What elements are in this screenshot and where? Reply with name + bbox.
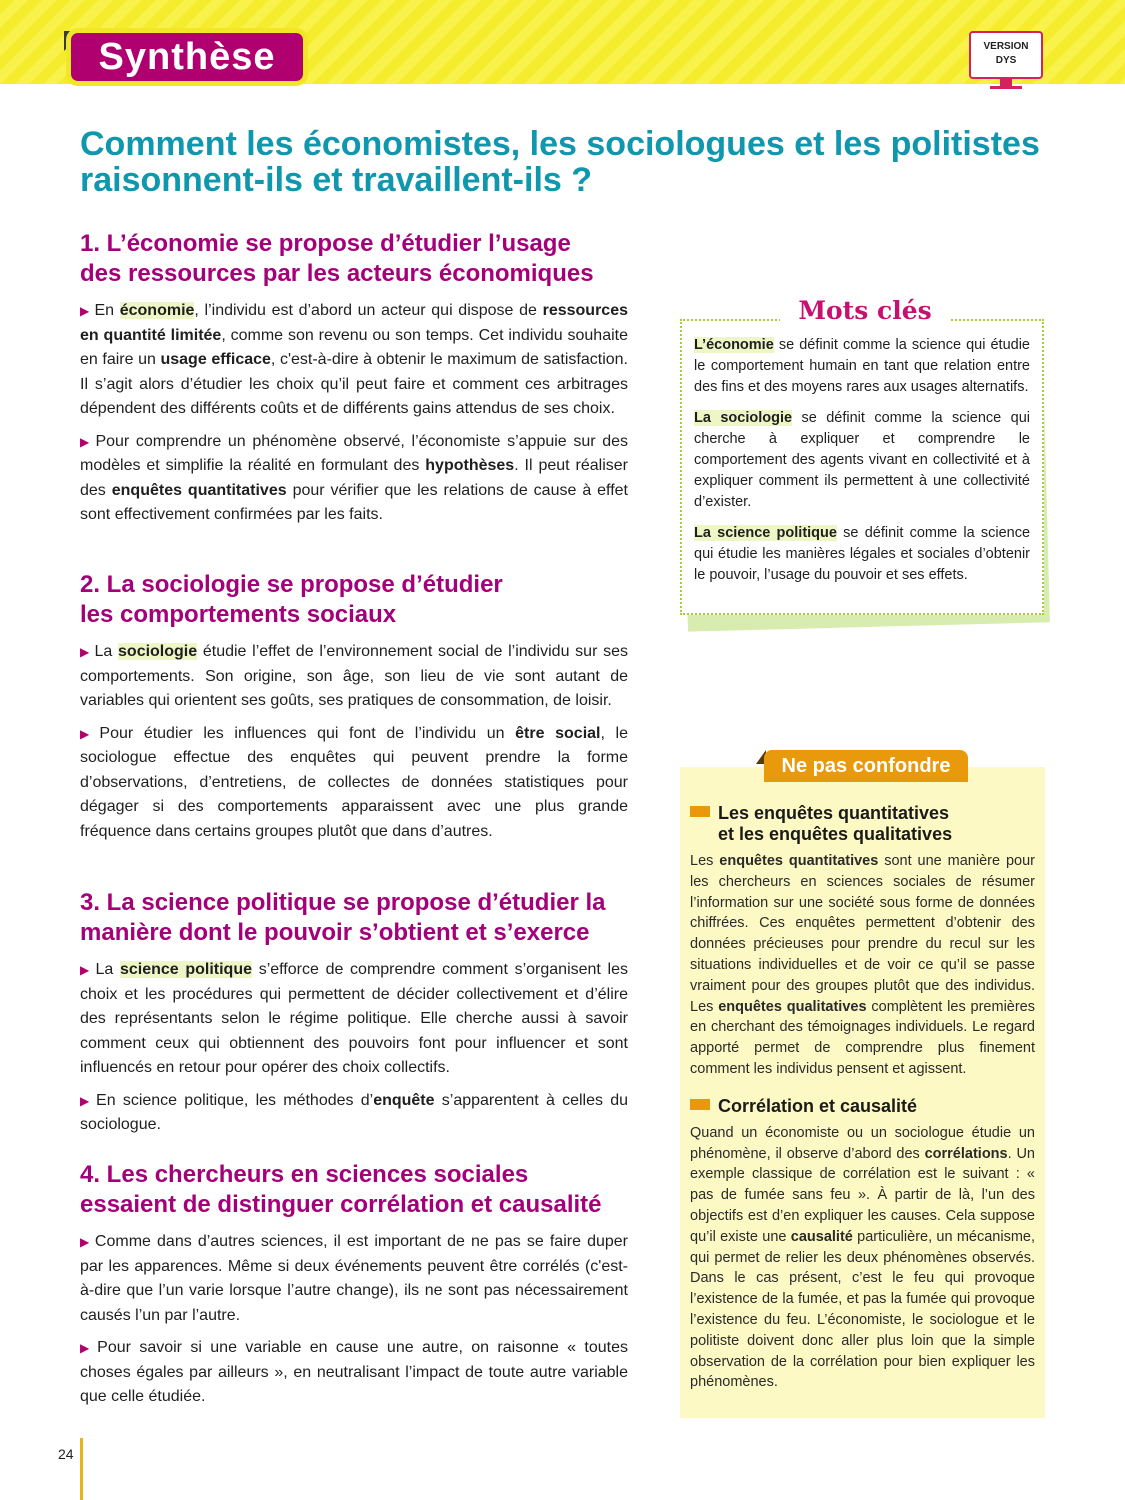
do-not-confuse-badge: Ne pas confondre: [764, 750, 968, 782]
bullet-arrow-icon: ▶: [80, 1235, 91, 1249]
monitor-icon: [1000, 79, 1012, 86]
page-number: 24: [58, 1446, 74, 1462]
bullet-arrow-icon: ▶: [80, 726, 96, 741]
paragraph: ▶ Pour comprendre un phénomène observé, l’économiste s’appuie sur des modèles et simplifie la réalité en formulant des hypothèses. Il peut réaliser des enquêtes quantitatives pour vérifier que les relations de cause à effet sont effectivement confirmées par les faits.: [80, 432, 629, 523]
bullet-arrow-icon: ▶: [80, 645, 91, 659]
heading-line: 4. Les chercheurs en sciences sociales: [80, 1161, 529, 1188]
square-bullet-icon: [690, 1099, 710, 1110]
paragraph: ▶ Pour savoir si une variable en cause une autre, on raisonne « toutes choses égales par ailleurs », en neutralisant l’impact de toute autre variable que celle étudiée.: [80, 1339, 629, 1405]
section-4-heading: [80, 1160, 628, 1220]
heading-line: essaient de distinguer corrélation et causalité: [80, 1191, 602, 1218]
paragraph: ▶ La sociologie étudie l’effet de l’environnement social de l’individu sur ses comportements. Son origine, son âge, son lieu de vie sont autant de variables qui orientent ses goûts, ses pratiques de consommation, de loisir.: [80, 643, 629, 709]
heading-line: 2. La sociologie se propose d’étudier: [80, 571, 503, 598]
bullet-arrow-icon: ▶: [80, 1341, 94, 1355]
section-4: [80, 1160, 628, 1418]
section-1-heading: [80, 229, 628, 289]
section-tab: Synthèse: [66, 28, 308, 86]
section-2: [80, 570, 628, 852]
note-paragraph: Les enquêtes quantitatives sont une manière pour les chercheurs en sciences sociales de résumer l’information sur une société sous forme de données chiffrées. Ces enquêtes permettent d’obtenir des données précieuses pour prendre du recul sur les situations individuelles et de voir ce qu’il se passe vraiment pour des groupes plutôt que des individus. Les enquêtes qualitatives complètent les premières en cherchant des témoignages individuels. Le regard apporté permet de comprendre plus finement comment les individus pensent et agissent.: [690, 853, 1036, 1077]
paragraph: ▶ Pour étudier les influences qui font de l’individu un être social, le sociologue effectue des enquêtes qui peuvent prendre la forme d’observations, d’entretiens, de collectes de données statistiques pour dégager si des comportements apparaissent avec une plus grande fréquence dans certains groupes plutôt que dans d’autres.: [80, 724, 628, 840]
section-2-heading: [80, 570, 628, 630]
bullet-arrow-icon: ▶: [80, 963, 92, 977]
version-dys-button[interactable]: [969, 31, 1043, 79]
heading-line: des ressources par les acteurs économiques: [80, 260, 594, 287]
page-title: Comment les économistes, les sociologues et les politistes raisonnent-ils et travaillent-ils ?: [80, 125, 1040, 199]
keyword-definition: L’économie se définit comme la science qui étudie le comportement humain en tant que relation entre des fins et des moyens rares aux usages alternatifs.: [694, 337, 1030, 395]
paragraph: ▶ En économie, l’individu est d’abord un acteur qui dispose de ressources en quantité limitée, comme son revenu ou son temps. Cet individu souhaite en faire un usage efficace, c'est-à-dire à obtenir le maximum de satisfaction. Il s’agit alors d’étudier les choix qu’il peut faire et comment ces arbitrages dépendent des différents coûts et de différents gains attendus de ses choix.: [80, 302, 629, 417]
note-heading: Les enquêtes quantitatives et les enquêtes qualitatives: [690, 803, 1035, 845]
paragraph: ▶ La science politique s’efforce de comprendre comment s’organisent les choix et les procédures qui permettent de décider collectivement et d’élire des représentants selon le régime politique. Elle cherche aussi à savoir comment ceux qui obtiennent des pouvoirs font pour influencer et sont influencés en retour pour opérer des choix collectifs.: [80, 961, 628, 1076]
do-not-confuse-box: [680, 767, 1045, 1418]
term-highlight: économie: [119, 302, 195, 319]
term-highlight: sociologie: [118, 643, 198, 660]
heading-line: 1. L’économie se propose d’étudier l’usage: [80, 230, 571, 257]
section-1: [80, 229, 628, 536]
heading-line: manière dont le pouvoir s’obtient et s’exerce: [80, 919, 590, 946]
note-paragraph: Quand un économiste ou un sociologue étudie un phénomène, il observe d’abord des corrélations. Un exemple classique de corrélation est le suivant : « pas de fumée sans feu ». À partir de là, l’un des objectifs est d’en expliquer les causes. Cela suppose qu’il existe une causalité particulière, un mécanisme, qui permet de relier les deux phénomènes observés. Dans le cas présent, c’est le feu qui provoque l’existence de la fumée, et pas la fumée qui provoque l’existence du feu. L’économiste, le sociologue et le politiste doivent donc aller plus loin que la simple observation de la corrélation pour bien expliquer les phénomènes.: [690, 1124, 1036, 1391]
square-bullet-icon: [690, 806, 710, 817]
keywords-title: Mots clés: [780, 296, 950, 326]
section-3-heading: [80, 888, 628, 948]
page-edge-bar: [80, 1438, 83, 1500]
heading-line: les comportements sociaux: [80, 601, 397, 628]
dys-label-line2: DYS: [995, 55, 1017, 66]
paragraph: ▶ En science politique, les méthodes d’enquête s’apparentent à celles du sociologue.: [80, 1091, 628, 1133]
keyword-definition: La science politique se définit comme la science qui étudie les manières légales et sociales d’obtenir le pouvoir, l’usage du pouvoir et ses effets.: [694, 525, 1031, 583]
bullet-arrow-icon: ▶: [80, 1093, 93, 1108]
note-heading: Corrélation et causalité: [690, 1096, 1035, 1117]
dys-label-line1: VERSION: [983, 41, 1029, 52]
paragraph: ▶ Comme dans d’autres sciences, il est important de ne pas se faire duper par les apparences. Même si deux événements peuvent être corrélés (c'est-à-dire que l’un varie lorsque l’autre change), ils ne sont pas nécessairement causés l’un par l’autre.: [80, 1233, 629, 1324]
heading-line: 3. La science politique se propose d’étudier la: [80, 889, 606, 916]
bullet-arrow-icon: ▶: [80, 434, 92, 449]
keywords-box: [680, 319, 1044, 615]
section-3: [80, 888, 628, 1146]
term-highlight: science politique: [119, 961, 253, 978]
keyword-definition: La sociologie se définit comme la science qui cherche à expliquer et comprendre le comportement des agents vivant en collectivité et à expliquer comment ils permettent à une collectivité d’exister.: [694, 410, 1030, 510]
monitor-base: [990, 86, 1022, 89]
bullet-arrow-icon: ▶: [80, 304, 91, 318]
